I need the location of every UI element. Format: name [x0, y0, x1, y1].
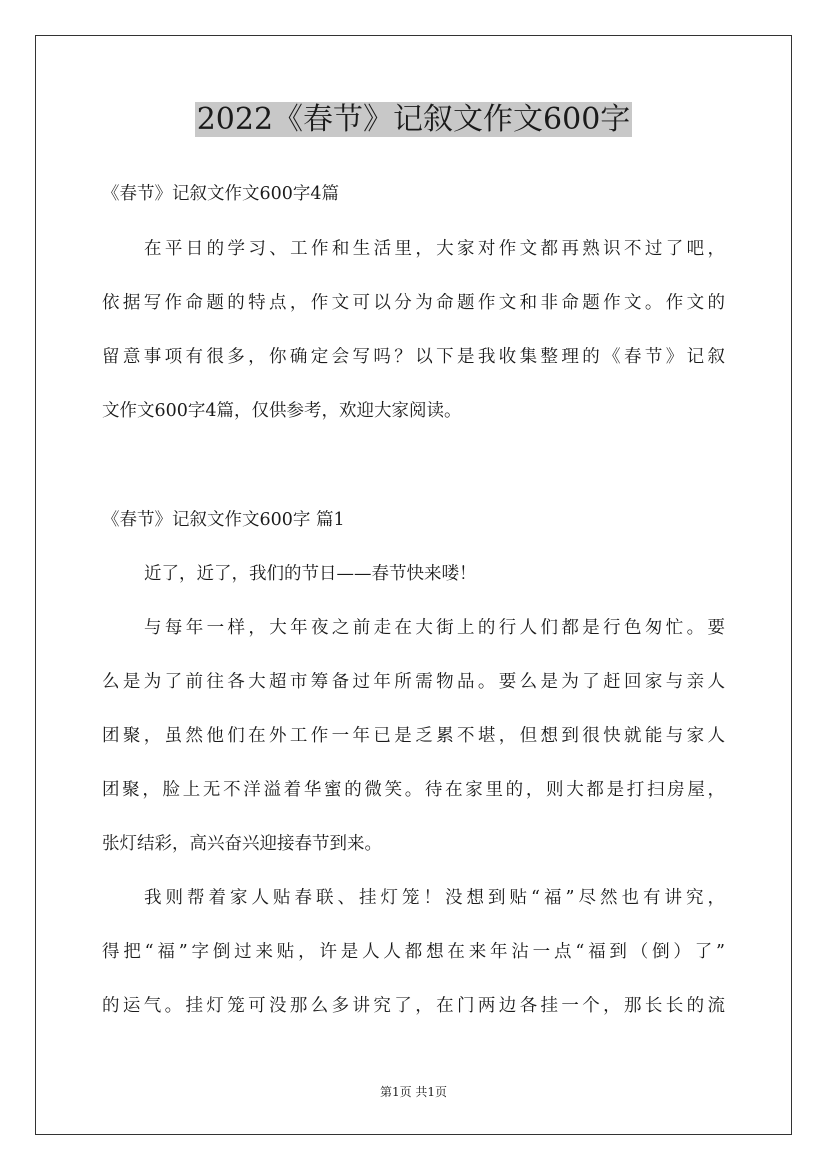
paragraph-2-line-1: 与每年一样，大年夜之前走在大街上的行人们都是行色匆忙。要 — [144, 618, 725, 638]
intro-line-1: 在平日的学习、工作和生活里，大家对作文都再熟识不过了吧， — [144, 239, 725, 259]
page-footer: 第1页 共1页 — [379, 1085, 448, 1099]
document-subtitle: 《春节》记叙文作文600字4篇 — [102, 184, 340, 204]
paragraph-3-line-3: 的运气。挂灯笼可没那么多讲究了，在门两边各挂一个，那长长的流 — [102, 996, 725, 1016]
paragraph-2-line-2: 么是为了前往各大超市筹备过年所需物品。要么是为了赶回家与亲人 — [102, 672, 725, 692]
paragraph-3-line-2: 得把“福”字倒过来贴，许是人人都想在来年沾一点“福到（倒）了” — [102, 942, 725, 962]
intro-line-4: 文作文600字4篇，仅供参考，欢迎大家阅读。 — [102, 401, 462, 421]
paragraph-1-line-1: 近了，近了，我们的节日——春节快来喽！ — [144, 564, 477, 584]
document-title — [0, 98, 827, 142]
paragraph-2-line-3: 团聚，虽然他们在外工作一年已是乏累不堪，但想到很快就能与家人 — [102, 726, 725, 746]
paragraph-2-line-4: 团聚，脸上无不洋溢着华蜜的微笑。待在家里的，则大都是打扫房屋， — [102, 780, 725, 800]
intro-line-3: 留意事项有很多，你确定会写吗？以下是我收集整理的《春节》记叙 — [102, 347, 725, 367]
paragraph-2-line-5: 张灯结彩，高兴奋兴迎接春节到来。 — [102, 834, 382, 854]
paragraph-3-line-1: 我则帮着家人贴春联、挂灯笼！没想到贴“福”尽然也有讲究， — [144, 888, 725, 908]
section-heading: 《春节》记叙文作文600字 篇1 — [102, 510, 345, 530]
intro-line-2: 依据写作命题的特点，作文可以分为命题作文和非命题作文。作文的 — [102, 293, 725, 313]
document-title-text: 2022《春节》记叙文作文600字 — [196, 102, 631, 137]
